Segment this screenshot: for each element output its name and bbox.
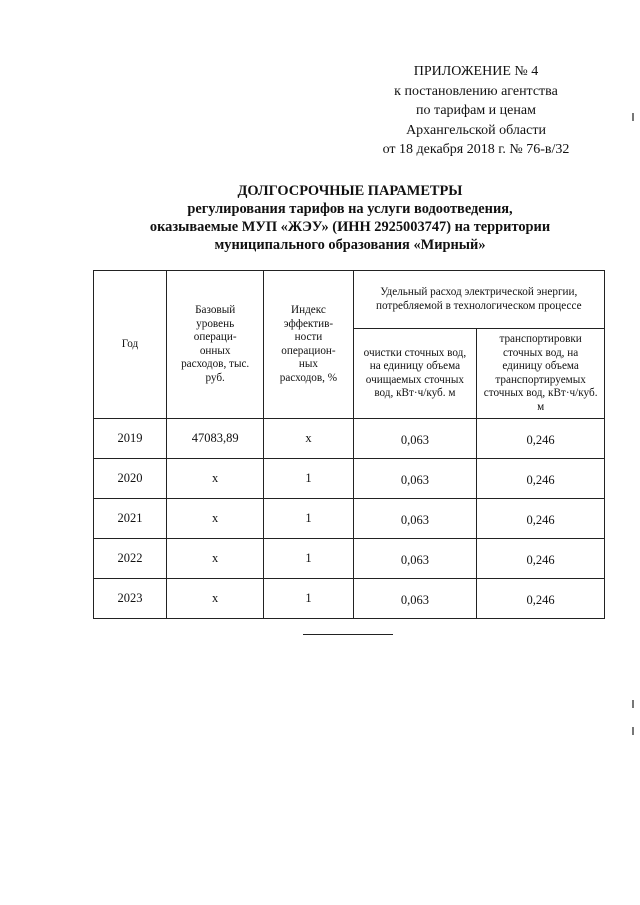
scan-mark <box>632 727 634 735</box>
cell-energy-cleaning: 0,063 <box>353 499 477 539</box>
closing-rule <box>303 634 393 635</box>
table-row <box>94 579 605 619</box>
cell-energy-cleaning: 0,063 <box>353 579 477 619</box>
document-title <box>90 182 610 254</box>
title-line: оказываемые МУП «ЖЭУ» (ИНН 2925003747) на территории <box>149 219 551 235</box>
cell-energy-cleaning: 0,063 <box>353 459 477 499</box>
table-row <box>94 539 605 579</box>
cell-energy-transport: 0,246 <box>477 539 605 579</box>
header-energy-transport: транспортировки сточных вод, на единицу объема транспортируемых сточных вод, кВт·ч/куб. м <box>477 329 605 419</box>
annex-block <box>340 62 612 160</box>
header-efficiency-index: Индекс эффектив-ности операцион-ных расходов, % <box>264 271 353 419</box>
cell-base: х <box>167 499 264 539</box>
header-energy-consumption: Удельный расход электрической энергии, потребляемой в технологическом процессе <box>353 271 604 329</box>
cell-index: х <box>264 419 353 459</box>
scan-mark <box>632 700 634 708</box>
table-row <box>94 499 605 539</box>
cell-year: 2022 <box>94 539 167 579</box>
table-row <box>94 419 605 459</box>
cell-index: 1 <box>264 499 353 539</box>
cell-index: 1 <box>264 539 353 579</box>
cell-base: х <box>167 459 264 499</box>
cell-energy-transport: 0,246 <box>477 419 605 459</box>
cell-index: 1 <box>264 459 353 499</box>
title-line: муниципального образования «Мирный» <box>214 237 486 253</box>
cell-index: 1 <box>264 579 353 619</box>
title-line: регулирования тарифов на услуги водоотведения, <box>187 201 513 217</box>
annex-line: Архангельской области <box>406 122 546 138</box>
parameters-table <box>93 270 605 619</box>
cell-year: 2019 <box>94 419 167 459</box>
annex-line: к постановлению агентства <box>394 83 558 99</box>
table-row <box>94 459 605 499</box>
cell-base: 47083,89 <box>167 419 264 459</box>
cell-energy-transport: 0,246 <box>477 579 605 619</box>
header-base-level: Базовый уровень операци-онных расходов, тыс. руб. <box>167 271 264 419</box>
cell-year: 2020 <box>94 459 167 499</box>
header-energy-cleaning: очистки сточных вод, на единицу объема очищаемых сточных вод, кВт·ч/куб. м <box>353 329 477 419</box>
cell-base: х <box>167 579 264 619</box>
cell-year: 2023 <box>94 579 167 619</box>
annex-number: ПРИЛОЖЕНИЕ № 4 <box>413 64 539 79</box>
header-year: Год <box>94 271 167 419</box>
cell-year: 2021 <box>94 499 167 539</box>
annex-date: от 18 декабря 2018 г. № 76-в/32 <box>382 142 570 157</box>
cell-energy-transport: 0,246 <box>477 459 605 499</box>
cell-energy-transport: 0,246 <box>477 499 605 539</box>
cell-energy-cleaning: 0,063 <box>353 419 477 459</box>
cell-base: х <box>167 539 264 579</box>
scan-mark <box>632 113 634 121</box>
title-line: ДОЛГОСРОЧНЫЕ ПАРАМЕТРЫ <box>237 183 463 199</box>
cell-energy-cleaning: 0,063 <box>353 539 477 579</box>
annex-line: по тарифам и ценам <box>416 103 536 118</box>
